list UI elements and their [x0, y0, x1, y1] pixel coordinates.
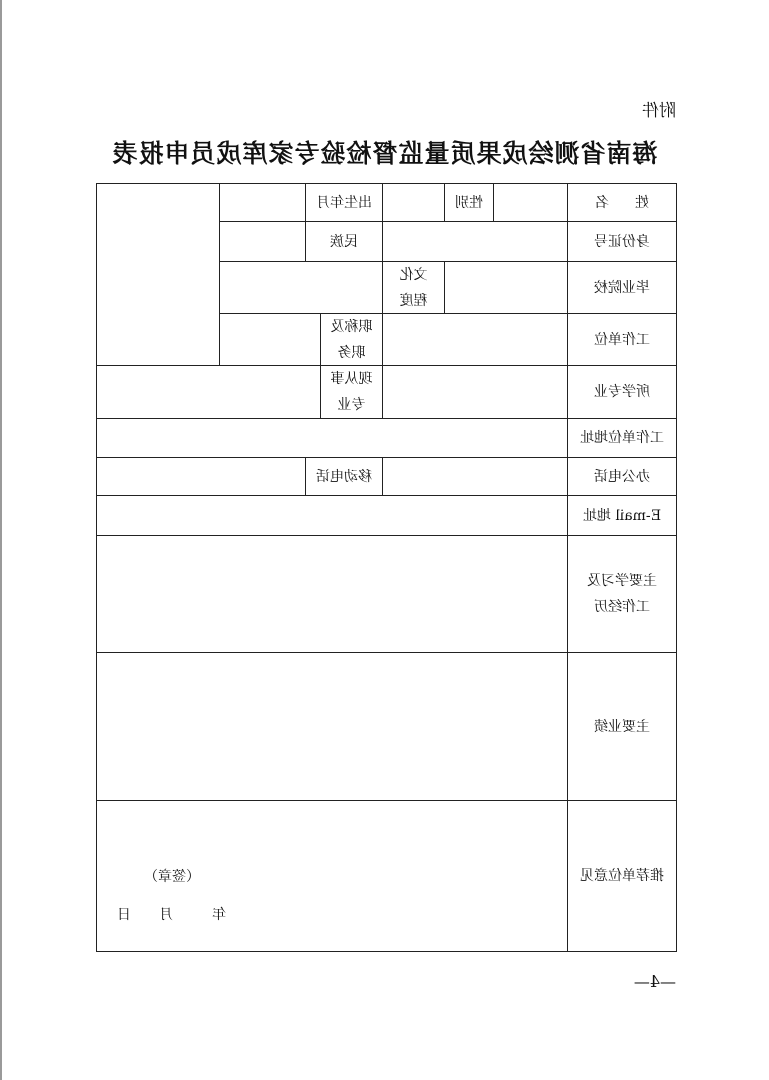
current-specialty-label: [320, 365, 383, 419]
recommendation-label: 推荐单位意见: [567, 800, 677, 952]
id-number-label: 身份证号: [567, 221, 677, 262]
seal-label: （签章）: [144, 869, 200, 885]
achievements-field[interactable]: [96, 652, 568, 801]
current-specialty-line1: 现从事: [330, 371, 373, 387]
mobile-field[interactable]: [96, 457, 306, 496]
current-specialty-line2: 专业: [337, 397, 366, 413]
name-label: 姓名: [567, 183, 677, 222]
major-field[interactable]: [382, 365, 568, 419]
current-specialty-field[interactable]: [96, 365, 321, 419]
professional-title-line2: 职务: [337, 344, 366, 361]
birth-date-label: 出生年月: [305, 183, 383, 222]
experience-label-line2: 工作经历: [594, 599, 650, 615]
education-label: [382, 261, 445, 314]
address-label: 工作单位地址: [567, 418, 677, 458]
year-label: 年: [212, 907, 226, 923]
employer-label: 工作单位: [567, 313, 677, 366]
photo-box[interactable]: [96, 183, 220, 366]
day-label: 日: [117, 907, 131, 923]
experience-label: [567, 535, 677, 653]
experience-label-line1: 主要学习及: [587, 573, 657, 589]
page-number: —4—: [633, 972, 676, 991]
major-label: 所学专业: [567, 365, 677, 419]
office-phone-label: 办公电话: [567, 457, 677, 496]
month-label: 月: [159, 907, 173, 923]
professional-title-field[interactable]: [219, 313, 321, 366]
school-field[interactable]: [444, 261, 568, 314]
experience-field[interactable]: [96, 535, 568, 653]
birth-date-field[interactable]: [219, 183, 306, 222]
attachment-label: 附件: [642, 101, 676, 121]
address-field[interactable]: [96, 418, 568, 458]
gender-field[interactable]: [382, 183, 445, 222]
employer-field[interactable]: [382, 313, 568, 366]
ethnicity-label: 民族: [305, 221, 383, 262]
email-field[interactable]: [96, 495, 568, 536]
name-field[interactable]: [493, 183, 568, 222]
mobile-label: 移动电话: [305, 457, 383, 496]
form-title: 海南省测绘成果质量监督检验专家库成员申报表: [111, 139, 658, 168]
office-phone-field[interactable]: [382, 457, 568, 496]
professional-title-label: [320, 313, 383, 366]
id-number-field[interactable]: [382, 221, 568, 262]
email-label: E-mail 地址: [567, 495, 677, 536]
ethnicity-field[interactable]: [219, 221, 306, 262]
school-label: 毕业院校: [567, 261, 677, 314]
education-field[interactable]: [219, 261, 383, 314]
education-label-line2: 程度: [399, 292, 428, 309]
education-label-line1: 文化: [399, 266, 428, 283]
achievements-label: 主要业绩: [567, 652, 677, 801]
gender-label: 性别: [444, 183, 494, 222]
professional-title-line1: 职称及: [330, 318, 373, 335]
